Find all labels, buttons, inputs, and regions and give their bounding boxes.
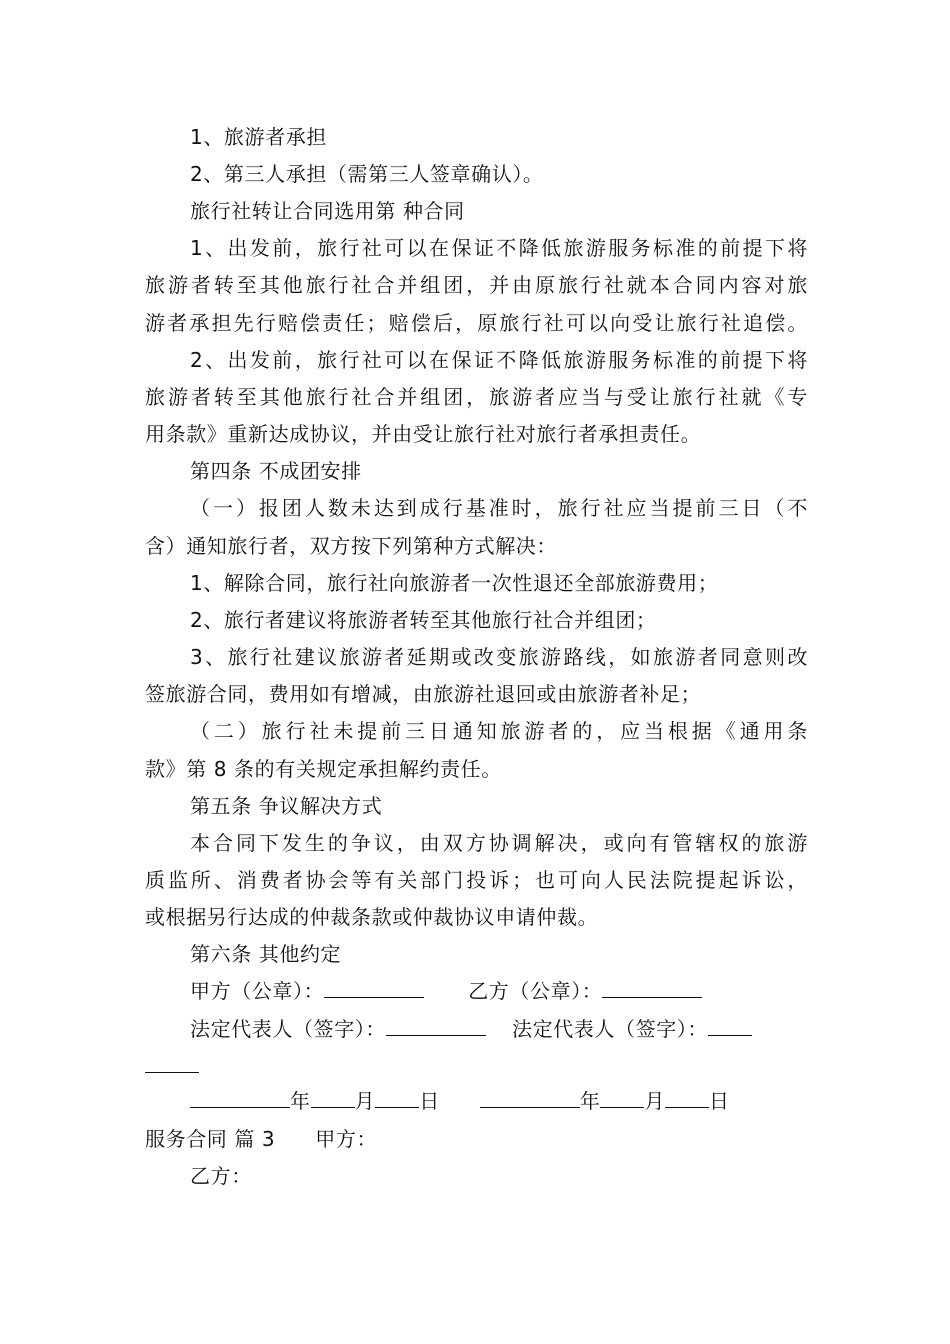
paragraph-line: 本合同下发生的争议，由双方协调解决，或向有管辖权的旅游: [190, 831, 808, 855]
party-b-seal-label: 乙方（公章）：: [468, 979, 603, 1003]
option-line: 2、第三人承担（需第三人签章确认）。: [190, 162, 544, 186]
party-a-label: 甲方：: [315, 1127, 378, 1151]
option-line: 2、旅行者建议将旅游者转至其他旅行社合并组团；: [190, 608, 657, 632]
party-b-seal-blank: [602, 978, 702, 998]
section-title-row: [145, 1126, 808, 1152]
option-line: 3、旅行社建议旅游者延期或改变旅游路线，如旅游者同意则改: [190, 645, 808, 669]
seal-row: [190, 978, 808, 1004]
paragraph-line: 用条款》重新达成协议，并由受让旅行社对旅行者承担责任。: [145, 422, 702, 446]
month-label: 月: [644, 1089, 666, 1113]
paragraph-line: 款》第 8 条的有关规定承担解约责任。: [145, 757, 502, 781]
party-b-rep-label: 法定代表人（签字）：: [512, 1017, 708, 1041]
option-line: 1、旅游者承担: [190, 125, 327, 149]
article-heading: 第六条 其他约定: [190, 942, 342, 966]
party-b-label: 乙方：: [190, 1164, 252, 1188]
paragraph-line: 质监所、消费者协会等有关部门投诉；也可向人民法院提起诉讼，: [145, 868, 808, 892]
paragraph-line: 游者承担先行赔偿责任；赔偿后，原旅行社可以向受让旅行社追偿。: [145, 311, 808, 335]
party-a-seal-label: 甲方（公章）：: [190, 979, 325, 1003]
year-blank: [190, 1088, 290, 1108]
paragraph-line: 签旅游合同，费用如有增减，由旅游社退回或由旅游者补足；: [145, 682, 702, 706]
paragraph-line: 含）通知旅行者，双方按下列第种方式解决：: [145, 534, 557, 558]
party-b-rep-blank: [708, 1016, 752, 1036]
month-blank: [600, 1088, 644, 1108]
paragraph-line: 1、出发前，旅行社可以在保证不降低旅游服务标准的前提下将: [190, 236, 808, 260]
article-heading: 第五条 争议解决方式: [190, 794, 383, 818]
option-line: 1、解除合同，旅行社向旅游者一次性退还全部旅游费用；: [190, 571, 719, 595]
party-a-rep-label: 法定代表人（签字）：: [190, 1017, 386, 1041]
day-blank: [665, 1088, 709, 1108]
paragraph-line: 或根据另行达成的仲裁条款或仲裁协议申请仲裁。: [145, 905, 599, 929]
representative-row: [190, 1016, 808, 1042]
date-row: [190, 1088, 808, 1114]
section-title: 服务合同 篇 3: [145, 1127, 276, 1151]
party-a-rep-blank: [386, 1016, 486, 1036]
year-label: 年: [579, 1089, 601, 1113]
party-a-seal-blank: [324, 978, 424, 998]
day-label: 日: [709, 1089, 730, 1113]
paragraph-line: （二）旅行社未提前三日通知旅游者的，应当根据《通用条: [190, 719, 808, 743]
paragraph-line: 旅游者转至其他旅行社合并组团，并由原旅行社就本合同内容对旅: [145, 273, 808, 297]
article-heading: 第四条 不成团安排: [190, 459, 362, 483]
paragraph-line: 旅游者转至其他旅行社合并组团，旅游者应当与受让旅行社就《专: [145, 385, 808, 409]
month-blank: [311, 1088, 355, 1108]
day-label: 日: [419, 1089, 440, 1113]
day-blank: [375, 1088, 419, 1108]
month-label: 月: [354, 1089, 376, 1113]
representative-blank-continued: [145, 1053, 808, 1079]
year-label: 年: [290, 1089, 311, 1113]
paragraph-line: （一）报团人数未达到成行基准时，旅行社应当提前三日（不: [190, 496, 808, 520]
paragraph-line: 2、出发前，旅行社可以在保证不降低旅游服务标准的前提下将: [190, 348, 808, 372]
year-blank: [480, 1088, 580, 1108]
paragraph-line: 旅行社转让合同选用第 种合同: [190, 199, 465, 223]
